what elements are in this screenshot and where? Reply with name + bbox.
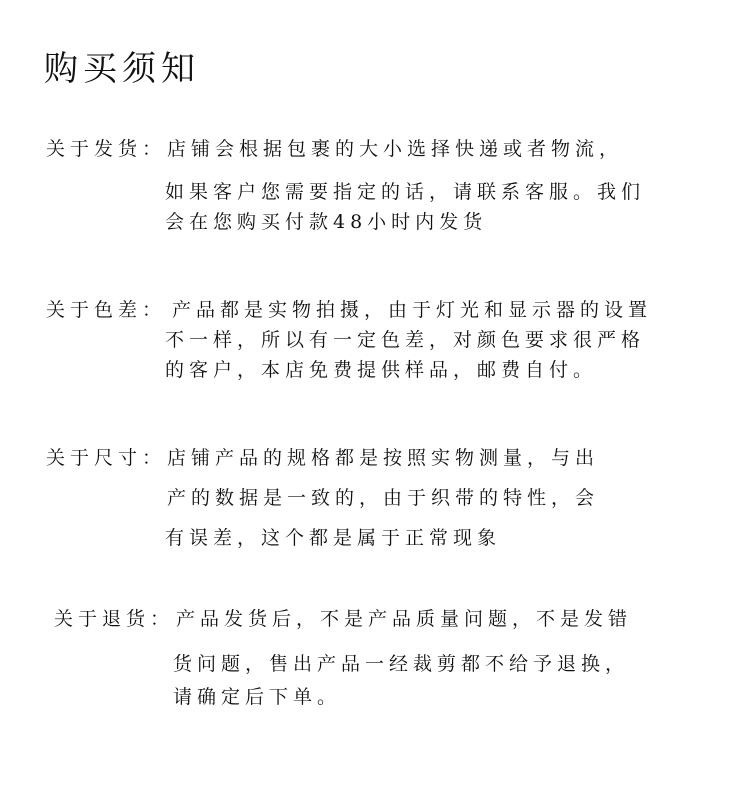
returns-text-line-2: 货问题，售出产品一经裁剪都不给予退换， <box>173 653 630 675</box>
shipping-text-line-3: 会在您购买付款48小时内发货 <box>165 211 488 233</box>
page-title: 购买须知 <box>44 49 200 89</box>
color-difference-label: 关于色差： <box>46 299 167 321</box>
color-difference-text-line-1: 产品都是实物拍摄，由于灯光和显示器的设置 <box>172 299 653 321</box>
size-text-line-2: 产的数据是一致的，由于织带的特性，会 <box>167 487 600 509</box>
color-difference-text-line-3: 的客户，本店免费提供样品，邮费自付。 <box>165 359 598 381</box>
size-text-line-1: 店铺产品的规格都是按照实物测量，与出 <box>167 447 600 469</box>
returns-text-line-1: 产品发货后，不是产品质量问题，不是发错 <box>176 608 633 630</box>
color-difference-text-line-2: 不一样，所以有一定色差，对颜色要求很严格 <box>165 329 646 351</box>
size-label: 关于尺寸： <box>46 447 167 469</box>
shipping-label: 关于发货： <box>46 138 167 160</box>
returns-label: 关于退货： <box>54 608 175 630</box>
shipping-text-line-2: 如果客户您需要指定的话，请联系客服。我们 <box>165 181 646 203</box>
returns-text-line-3: 请确定后下单。 <box>173 686 342 708</box>
size-text-line-3: 有误差，这个都是属于正常现象 <box>165 527 502 549</box>
shipping-text-line-1: 店铺会根据包裹的大小选择快递或者物流， <box>167 138 624 160</box>
